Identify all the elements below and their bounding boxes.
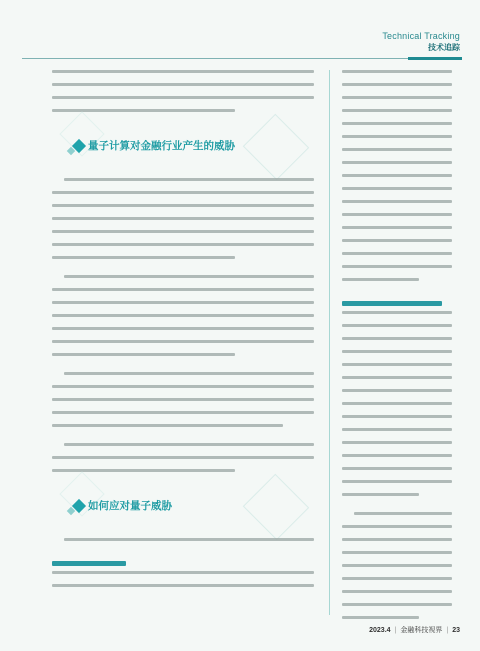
text-line <box>342 174 452 177</box>
column-divider <box>329 70 330 615</box>
text-line <box>64 372 314 375</box>
page-number: 23 <box>452 627 460 634</box>
text-line <box>342 350 452 353</box>
subsection-heading <box>52 551 314 563</box>
section-heading-threat <box>52 124 314 170</box>
text-line <box>52 327 314 330</box>
text-line <box>342 265 452 268</box>
text-line <box>342 441 452 444</box>
text-line <box>342 213 452 216</box>
text-line <box>52 340 314 343</box>
left-column <box>52 70 314 597</box>
text-line <box>52 70 314 73</box>
text-line <box>52 204 314 207</box>
text-line <box>342 538 452 541</box>
decorative-diamond <box>243 474 309 540</box>
text-line <box>342 187 452 190</box>
text-line <box>52 191 314 194</box>
text-line <box>64 275 314 278</box>
text-line <box>342 148 452 151</box>
text-line <box>342 564 452 567</box>
text-line <box>342 415 452 418</box>
text-line <box>342 603 452 606</box>
text-line <box>342 402 452 405</box>
text-line <box>342 590 452 593</box>
text-line <box>342 551 452 554</box>
text-line <box>342 454 452 457</box>
text-line <box>342 278 419 281</box>
decorative-diamond <box>243 114 309 180</box>
section-heading-response <box>52 484 314 530</box>
text-line <box>342 135 452 138</box>
text-line <box>52 314 314 317</box>
text-line <box>52 217 314 220</box>
text-line <box>342 616 419 619</box>
text-line <box>342 525 452 528</box>
right-column <box>342 70 452 629</box>
text-line <box>52 469 235 472</box>
footer-issue: 2023.4 <box>369 627 391 634</box>
text-line <box>64 178 314 181</box>
text-line <box>52 230 314 233</box>
section-title: 量子计算对金融行业产生的威胁 <box>74 134 243 158</box>
text-line <box>342 428 452 431</box>
text-line <box>342 363 452 366</box>
text-line <box>52 288 314 291</box>
text-line <box>342 467 452 470</box>
text-line <box>342 239 452 242</box>
text-line <box>342 376 452 379</box>
page-header <box>382 31 460 53</box>
subsection-heading <box>342 291 452 303</box>
text-line <box>342 200 452 203</box>
text-line <box>64 443 314 446</box>
text-line <box>52 83 314 86</box>
text-line <box>64 538 314 541</box>
text-line <box>342 161 452 164</box>
text-line <box>52 109 235 112</box>
text-line <box>52 398 314 401</box>
header-title-en: Technical Tracking <box>382 31 460 41</box>
text-line <box>342 311 452 314</box>
text-line <box>354 512 452 515</box>
text-line <box>342 83 452 86</box>
text-line <box>342 96 452 99</box>
text-line <box>342 70 452 73</box>
text-line <box>342 480 452 483</box>
text-line <box>52 243 314 246</box>
text-line <box>52 584 314 587</box>
header-rule <box>22 58 462 59</box>
page-footer: 2023.4 | 金融科技视界 | 23 <box>369 627 460 634</box>
text-line <box>342 389 452 392</box>
text-line <box>342 109 452 112</box>
text-line <box>52 96 314 99</box>
text-line <box>52 301 314 304</box>
text-line <box>342 252 452 255</box>
text-line <box>52 256 235 259</box>
text-line <box>342 337 452 340</box>
text-line <box>52 571 314 574</box>
text-line <box>52 385 314 388</box>
text-line <box>52 456 314 459</box>
text-line <box>342 226 452 229</box>
text-line <box>52 353 235 356</box>
text-line <box>342 493 419 496</box>
text-line <box>342 324 452 327</box>
header-title-cn: 技术追踪 <box>428 43 460 52</box>
text-line <box>52 424 283 427</box>
footer-magazine: 金融科技视界 <box>400 627 443 634</box>
text-line <box>52 411 314 414</box>
text-line <box>342 577 452 580</box>
section-title: 如何应对量子威胁 <box>74 494 180 518</box>
text-line <box>342 122 452 125</box>
